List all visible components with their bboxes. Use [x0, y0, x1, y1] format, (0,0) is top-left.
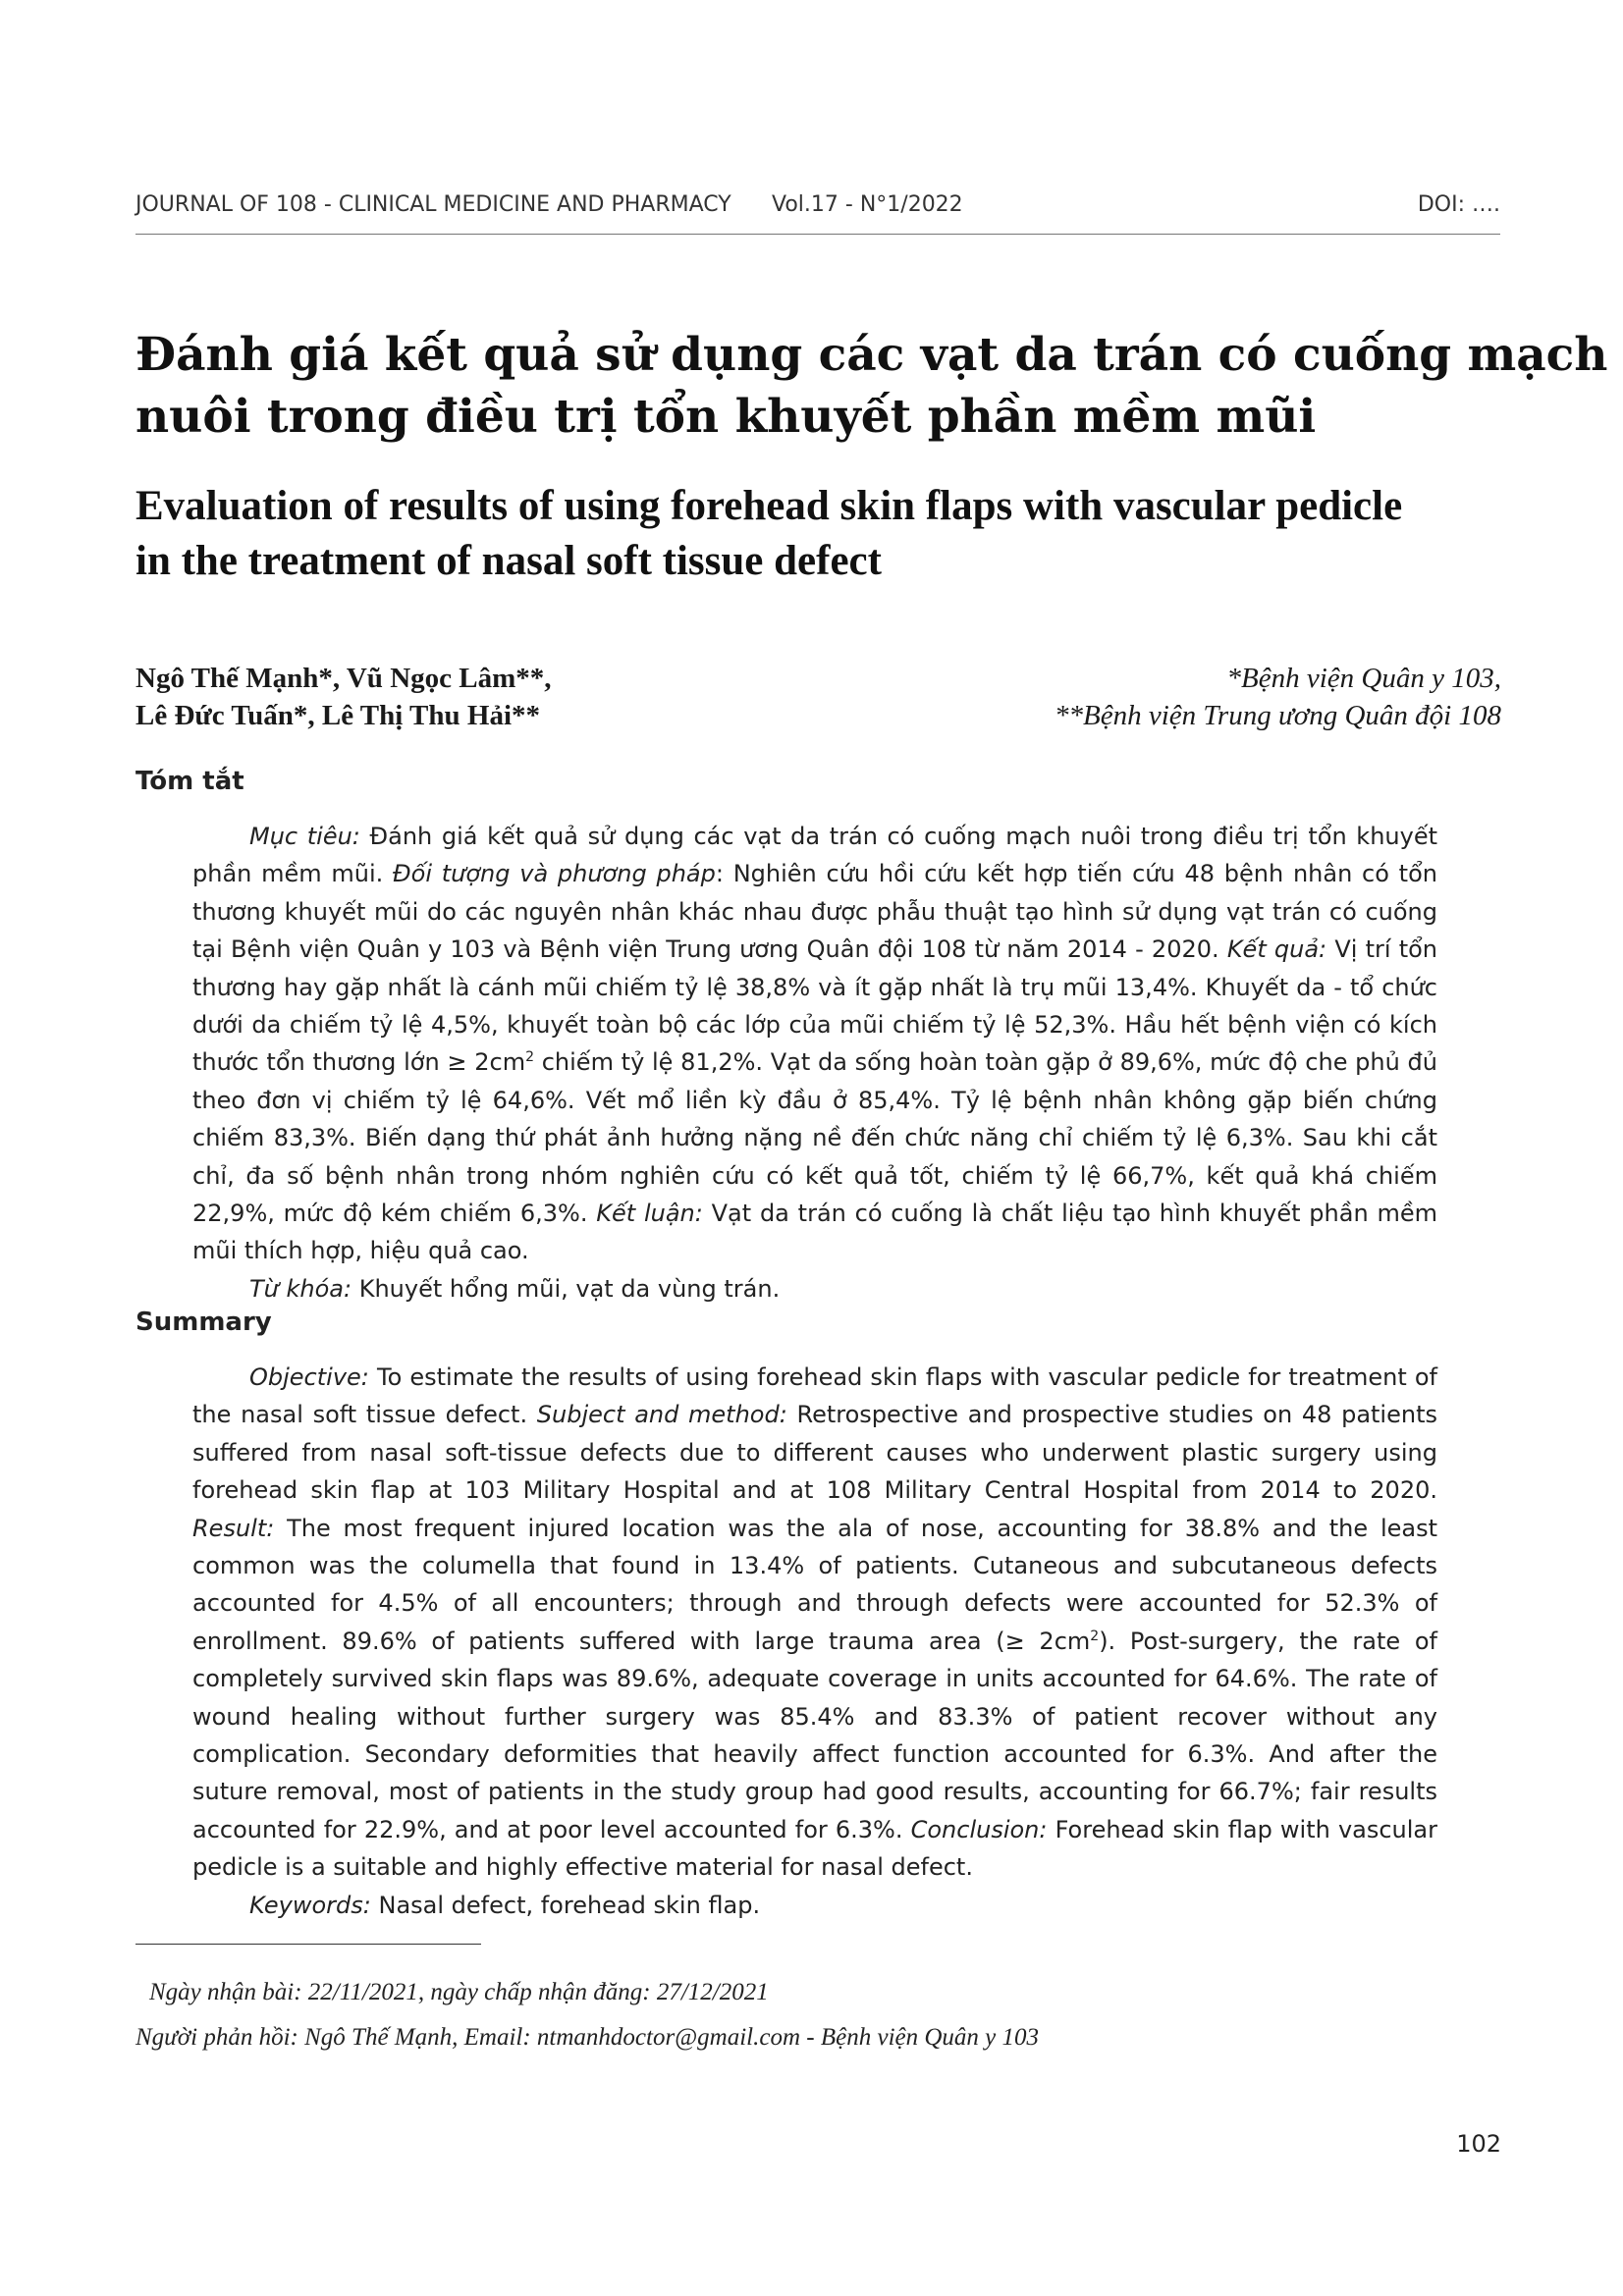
keywords-vi [192, 1270, 1437, 1308]
keywords-label: Từ khóa: [249, 1274, 352, 1303]
title-vi-line: Đánh giá kết quả sử dụng các vạt da trán có cuống mạch [135, 328, 1608, 382]
superscript: 2 [1090, 1628, 1100, 1644]
result-label: Result: [192, 1514, 275, 1542]
abstract-en-heading: Summary [135, 1308, 272, 1337]
result-text: The most frequent injured location was the ala of nose, accounting for 38.8% and the least common was the columella that found in 13.4% of patients. Cutaneous and subcutaneous defects accounted for 4.5% of all encounters; through and through defects were accounted for 52.3% of enrollment. 89.6% of patients suffered with large trauma area (≥ 2cm [192, 1514, 1437, 1655]
conclusion-text: Vạt da trán có cuống là chất liệu tạo hình khuyết phần mềm mũi thích hợp, hiệu quả cao. [192, 1200, 1437, 1265]
result-label: Kết quả: [1226, 935, 1327, 964]
method-text: Retrospective and prospective studies on 48 patients suffered from nasal soft-tissue defects due to different causes who underwent plastic surgery using forehead skin flap at 103 Military Hospital and at 108 Military Central Hospital from 2014 to 2020. [192, 1401, 1437, 1505]
title-en-line: Evaluation of results of using forehead skin flaps with vascular pedicle [135, 483, 1403, 529]
footnote-divider [135, 1944, 481, 1945]
affiliation-line: *Bệnh viện Quân y 103, [1226, 663, 1501, 694]
conclusion-label: Conclusion: [910, 1815, 1048, 1843]
keywords-text: Khuyết hổng mũi, vạt da vùng trán. [352, 1274, 781, 1303]
author-list [135, 660, 552, 734]
title-english [135, 479, 1500, 589]
superscript: 2 [525, 1049, 535, 1066]
method-text: : Nghiên cứu hồi cứu kết hợp tiến cứu 48 bệnh nhân có tổn thương khuyết mũi do các nguyên nhân khác nhau được phẫu thuật tạo hình sử dụng vạt trán có cuống tại Bệnh viện Quân y 103 và Bệnh viện Trung ương Quân đội 108 từ năm 2014 - 2020. [192, 860, 1437, 964]
affiliation-line: **Bệnh viện Trung ương Quân đội 108 [1055, 700, 1501, 731]
footnotes [135, 1970, 1500, 2060]
doi: DOI: …. [1417, 192, 1500, 217]
conclusion-label: Kết luận: [596, 1200, 703, 1228]
header-divider [135, 234, 1500, 235]
abstract-en-paragraph [192, 1359, 1437, 1887]
abstract-vi-paragraph [192, 818, 1437, 1270]
affiliation-list [1055, 660, 1501, 734]
method-label: Subject and method: [536, 1401, 787, 1429]
volume-issue: Vol.17 - N°1/2022 [772, 192, 963, 217]
result-text-cont: ). Post-surgery, the rate of completely survived skin flaps was 89.6%, adequate coverage in units accounted for 64.6%. The rate of wound healing without further surgery was 85.4% and 83.3% of patient recover without any complication. Secondary deformities that heavily affect function accounted for 6.3%. And after the suture removal, most of patients in the study group had good results, accounting for 66.7%; fair results accounted for 22.9%, and at poor level accounted for 6.3%. [192, 1627, 1437, 1843]
objective-text: Đánh giá kết quả sử dụng các vạt da trán có cuống mạch nuôi trong điều trị tổn khuyết phần mềm mũi. [192, 823, 1437, 888]
keywords-en [192, 1887, 1437, 1924]
method-label: Đối tượng và phương pháp [393, 860, 716, 888]
author-line: Ngô Thế Mạnh*, Vũ Ngọc Lâm**, [135, 663, 552, 694]
keywords-label: Keywords: [249, 1891, 371, 1919]
abstract-english [192, 1359, 1437, 1924]
title-vi-line: nuôi trong điều trị tổn khuyết phần mềm mũi [135, 390, 1317, 444]
result-text: Vị trí tổn thương hay gặp nhất là cánh mũi chiếm tỷ lệ 38,8% và ít gặp nhất là trụ mũi 13,4%. Khuyết da - tổ chức dưới da chiếm tỷ lệ 4,5%, khuyết toàn bộ các lớp của mũi chiếm tỷ lệ 52,3%. Hầu hết bệnh viện có kích thước tổn thương lớn ≥ 2cm [192, 935, 1437, 1077]
footnote-dates: Ngày nhận bài: 22/11/2021, ngày chấp nhận đăng: 27/12/2021 [149, 1979, 769, 2005]
conclusion-text: Forehead skin flap with vascular pedicle is a suitable and highly effective material for nasal defect. [192, 1815, 1438, 1882]
abstract-vietnamese [192, 818, 1437, 1308]
journal-name: JOURNAL OF 108 - CLINICAL MEDICINE AND PHARMACY [135, 192, 731, 217]
objective-label: Mục tiêu: [249, 823, 360, 850]
result-text-cont: chiếm tỷ lệ 81,2%. Vạt da sống hoàn toàn gặp ở 89,6%, mức độ che phủ đủ theo đơn vị chiếm tỷ lệ 64,6%. Vết mổ liền kỳ đầu ở 85,4%. Tỷ lệ bệnh nhân không gặp biến chứng chiếm 83,3%. Biến dạng thứ phát ảnh hưởng nặng nề đến chức năng chỉ chiếm tỷ lệ 6,3%. Sau khi cắt chỉ, đa số bệnh nhân trong nhóm nghiên cứu có kết quả tốt, chiếm tỷ lệ 66,7%, kết quả khá chiếm 22,9%, mức độ kém chiếm 6,3%. [192, 1048, 1438, 1228]
author-line: Lê Đức Tuấn*, Lê Thị Thu Hải** [135, 700, 541, 731]
objective-label: Objective: [249, 1363, 369, 1391]
page-number: 102 [1456, 2130, 1501, 2158]
abstract-vi-heading: Tóm tắt [135, 767, 244, 796]
running-header [135, 192, 1500, 226]
title-en-line: in the treatment of nasal soft tissue defect [135, 538, 882, 584]
keywords-text: Nasal defect, forehead skin flap. [370, 1891, 761, 1919]
objective-text: To estimate the results of using forehead skin flaps with vascular pedicle for treatment of the nasal soft tissue defect. [192, 1363, 1437, 1429]
title-vietnamese [135, 324, 1608, 448]
footnote-correspondence: Người phản hồi: Ngô Thế Mạnh, Email: ntmanhdoctor@gmail.com - Bệnh viện Quân y 103 [135, 2024, 1040, 2051]
